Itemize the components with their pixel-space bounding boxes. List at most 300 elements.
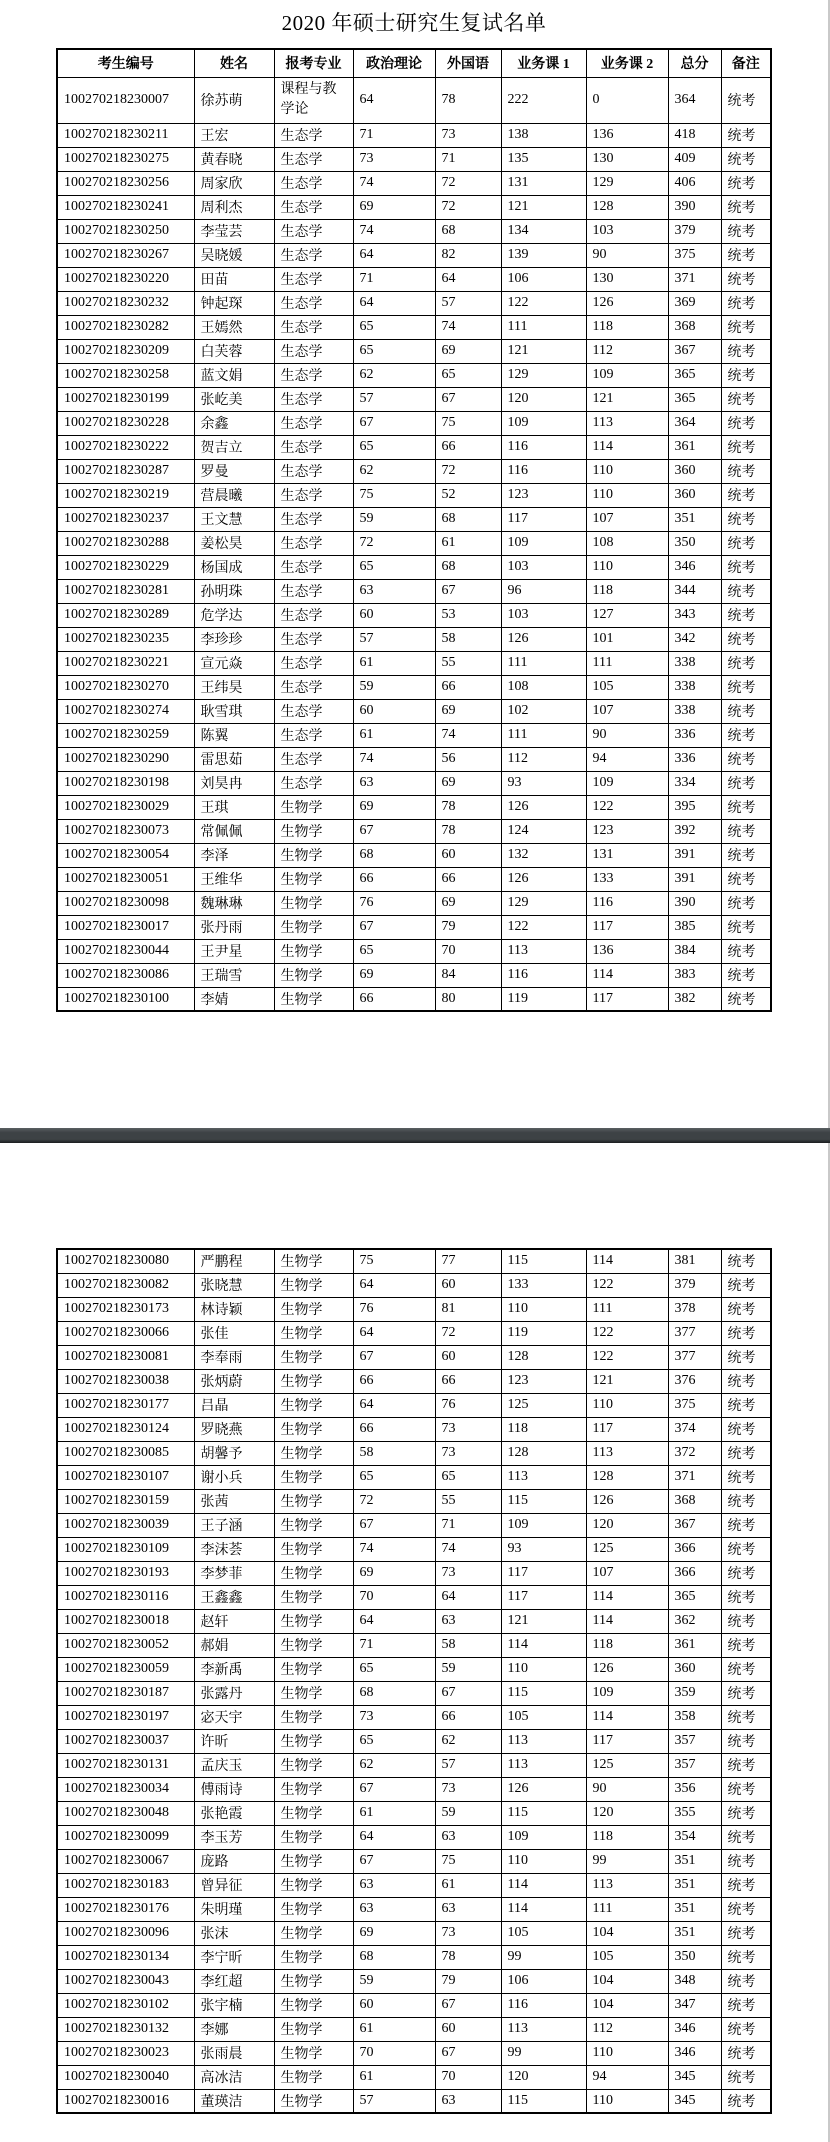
cell-candidate-id: 100270218230132	[57, 2017, 194, 2041]
cell-major: 生态学	[274, 171, 353, 195]
cell-major: 生物学	[274, 795, 353, 819]
cell-politics: 61	[353, 2065, 435, 2089]
cell-name: 王维华	[194, 867, 274, 891]
cell-course2: 105	[586, 675, 668, 699]
cell-course2: 110	[586, 555, 668, 579]
cell-total: 350	[668, 1945, 721, 1969]
cell-major: 生物学	[274, 2041, 353, 2065]
table-row	[57, 1321, 771, 1345]
cell-total: 371	[668, 267, 721, 291]
cell-total: 351	[668, 507, 721, 531]
cell-total: 361	[668, 435, 721, 459]
cell-major: 生物学	[274, 1273, 353, 1297]
cell-name: 许昕	[194, 1729, 274, 1753]
cell-course2: 126	[586, 1489, 668, 1513]
cell-foreign-language: 73	[435, 123, 501, 147]
cell-candidate-id: 100270218230187	[57, 1681, 194, 1705]
page-break-separator	[0, 1128, 830, 1143]
cell-name: 王子涵	[194, 1513, 274, 1537]
table-row	[57, 1705, 771, 1729]
cell-course2: 90	[586, 243, 668, 267]
cell-major: 生物学	[274, 1657, 353, 1681]
cell-course1: 126	[501, 627, 586, 651]
cell-total: 334	[668, 771, 721, 795]
cell-course2: 104	[586, 1993, 668, 2017]
cell-course2: 122	[586, 795, 668, 819]
cell-total: 365	[668, 387, 721, 411]
cell-major: 生态学	[274, 723, 353, 747]
cell-foreign-language: 75	[435, 411, 501, 435]
cell-foreign-language: 57	[435, 291, 501, 315]
table-row	[57, 579, 771, 603]
cell-course2: 114	[586, 435, 668, 459]
cell-remark: 统考	[721, 1609, 771, 1633]
cell-total: 351	[668, 1849, 721, 1873]
cell-foreign-language: 66	[435, 1705, 501, 1729]
cell-remark: 统考	[721, 267, 771, 291]
cell-total: 336	[668, 723, 721, 747]
cell-name: 王嫣然	[194, 315, 274, 339]
cell-course2: 104	[586, 1969, 668, 1993]
cell-foreign-language: 67	[435, 1993, 501, 2017]
cell-major: 生态学	[274, 699, 353, 723]
table-row	[57, 1777, 771, 1801]
cell-politics: 67	[353, 1849, 435, 1873]
cell-course2: 127	[586, 603, 668, 627]
cell-total: 375	[668, 1393, 721, 1417]
cell-total: 383	[668, 963, 721, 987]
cell-politics: 64	[353, 1609, 435, 1633]
header-name: 姓名	[194, 49, 274, 77]
cell-foreign-language: 66	[435, 675, 501, 699]
cell-remark: 统考	[721, 675, 771, 699]
cell-course2: 121	[586, 387, 668, 411]
cell-politics: 61	[353, 723, 435, 747]
cell-name: 雷思茹	[194, 747, 274, 771]
cell-name: 王鑫鑫	[194, 1585, 274, 1609]
cell-course1: 134	[501, 219, 586, 243]
cell-course2: 128	[586, 195, 668, 219]
cell-course2: 94	[586, 747, 668, 771]
cell-course2: 113	[586, 1873, 668, 1897]
cell-total: 368	[668, 1489, 721, 1513]
cell-total: 375	[668, 243, 721, 267]
cell-politics: 68	[353, 1681, 435, 1705]
cell-foreign-language: 66	[435, 867, 501, 891]
cell-politics: 63	[353, 1873, 435, 1897]
cell-candidate-id: 100270218230037	[57, 1729, 194, 1753]
table-row	[57, 267, 771, 291]
cell-course1: 126	[501, 795, 586, 819]
cell-total: 371	[668, 1465, 721, 1489]
cell-course1: 132	[501, 843, 586, 867]
cell-total: 338	[668, 651, 721, 675]
cell-candidate-id: 100270218230259	[57, 723, 194, 747]
cell-course1: 115	[501, 1681, 586, 1705]
table-row	[57, 2041, 771, 2065]
cell-politics: 73	[353, 1705, 435, 1729]
cell-politics: 66	[353, 1369, 435, 1393]
cell-major: 生物学	[274, 1441, 353, 1465]
cell-course1: 115	[501, 1249, 586, 1273]
table-row	[57, 195, 771, 219]
cell-candidate-id: 100270218230228	[57, 411, 194, 435]
cell-major: 生物学	[274, 963, 353, 987]
cell-candidate-id: 100270218230034	[57, 1777, 194, 1801]
cell-total: 355	[668, 1801, 721, 1825]
cell-course1: 126	[501, 1777, 586, 1801]
cell-course2: 130	[586, 267, 668, 291]
cell-remark: 统考	[721, 315, 771, 339]
cell-course1: 111	[501, 723, 586, 747]
cell-course1: 135	[501, 147, 586, 171]
header-major: 报考专业	[274, 49, 353, 77]
cell-remark: 统考	[721, 699, 771, 723]
cell-major: 生物学	[274, 1633, 353, 1657]
cell-politics: 58	[353, 1441, 435, 1465]
cell-candidate-id: 100270218230258	[57, 363, 194, 387]
cell-name: 李莹芸	[194, 219, 274, 243]
cell-name: 李奉雨	[194, 1345, 274, 1369]
table-row	[57, 555, 771, 579]
cell-candidate-id: 100270218230134	[57, 1945, 194, 1969]
cell-course2: 103	[586, 219, 668, 243]
cell-course1: 115	[501, 2089, 586, 2113]
cell-foreign-language: 58	[435, 627, 501, 651]
cell-politics: 64	[353, 1825, 435, 1849]
cell-name: 傅雨诗	[194, 1777, 274, 1801]
cell-candidate-id: 100270218230080	[57, 1249, 194, 1273]
cell-remark: 统考	[721, 1417, 771, 1441]
cell-major: 生物学	[274, 1585, 353, 1609]
header-course1: 业务课 1	[501, 49, 586, 77]
cell-politics: 59	[353, 675, 435, 699]
cell-course2: 110	[586, 2041, 668, 2065]
table-row	[57, 603, 771, 627]
cell-course1: 114	[501, 1633, 586, 1657]
cell-politics: 74	[353, 171, 435, 195]
cell-foreign-language: 73	[435, 1561, 501, 1585]
cell-candidate-id: 100270218230237	[57, 507, 194, 531]
cell-total: 361	[668, 1633, 721, 1657]
cell-politics: 65	[353, 555, 435, 579]
cell-major: 生物学	[274, 987, 353, 1011]
cell-total: 347	[668, 1993, 721, 2017]
cell-total: 365	[668, 363, 721, 387]
cell-foreign-language: 57	[435, 1753, 501, 1777]
cell-candidate-id: 100270218230059	[57, 1657, 194, 1681]
cell-remark: 统考	[721, 411, 771, 435]
cell-politics: 74	[353, 1537, 435, 1561]
table-row	[57, 699, 771, 723]
cell-course2: 110	[586, 459, 668, 483]
cell-course2: 118	[586, 1633, 668, 1657]
cell-total: 390	[668, 891, 721, 915]
cell-course2: 128	[586, 1465, 668, 1489]
cell-course2: 117	[586, 1417, 668, 1441]
cell-major: 生物学	[274, 1321, 353, 1345]
cell-remark: 统考	[721, 1681, 771, 1705]
cell-course1: 116	[501, 1993, 586, 2017]
table-row	[57, 675, 771, 699]
cell-politics: 74	[353, 747, 435, 771]
cell-total: 372	[668, 1441, 721, 1465]
table-row	[57, 1825, 771, 1849]
cell-total: 351	[668, 1873, 721, 1897]
cell-politics: 59	[353, 507, 435, 531]
cell-remark: 统考	[721, 1297, 771, 1321]
cell-politics: 72	[353, 531, 435, 555]
cell-major: 生物学	[274, 843, 353, 867]
table-row	[57, 915, 771, 939]
table-row	[57, 1633, 771, 1657]
cell-course1: 115	[501, 1801, 586, 1825]
cell-name: 赵轩	[194, 1609, 274, 1633]
cell-foreign-language: 76	[435, 1393, 501, 1417]
cell-candidate-id: 100270218230102	[57, 1993, 194, 2017]
cell-major: 生态学	[274, 315, 353, 339]
cell-candidate-id: 100270218230107	[57, 1465, 194, 1489]
cell-course2: 131	[586, 843, 668, 867]
cell-major: 生态学	[274, 219, 353, 243]
cell-course1: 119	[501, 987, 586, 1011]
cell-course1: 118	[501, 1417, 586, 1441]
cell-foreign-language: 52	[435, 483, 501, 507]
cell-candidate-id: 100270218230086	[57, 963, 194, 987]
cell-remark: 统考	[721, 1945, 771, 1969]
cell-name: 林诗颖	[194, 1297, 274, 1321]
cell-candidate-id: 100270218230096	[57, 1921, 194, 1945]
cell-foreign-language: 78	[435, 1945, 501, 1969]
cell-candidate-id: 100270218230099	[57, 1825, 194, 1849]
page-2	[0, 1248, 828, 2114]
cell-foreign-language: 70	[435, 939, 501, 963]
cell-major: 生物学	[274, 1345, 353, 1369]
cell-course1: 99	[501, 1945, 586, 1969]
cell-course2: 111	[586, 1297, 668, 1321]
cell-course2: 117	[586, 1729, 668, 1753]
cell-name: 王纬昊	[194, 675, 274, 699]
cell-remark: 统考	[721, 579, 771, 603]
cell-course1: 93	[501, 1537, 586, 1561]
table-row	[57, 411, 771, 435]
cell-candidate-id: 100270218230241	[57, 195, 194, 219]
cell-total: 354	[668, 1825, 721, 1849]
cell-name: 张露丹	[194, 1681, 274, 1705]
cell-course2: 114	[586, 1249, 668, 1273]
cell-major: 生态学	[274, 603, 353, 627]
cell-major: 生物学	[274, 1897, 353, 1921]
cell-name: 罗晓燕	[194, 1417, 274, 1441]
cell-candidate-id: 100270218230193	[57, 1561, 194, 1585]
cell-foreign-language: 55	[435, 1489, 501, 1513]
cell-course1: 128	[501, 1441, 586, 1465]
cell-foreign-language: 60	[435, 1273, 501, 1297]
cell-course1: 113	[501, 1465, 586, 1489]
cell-candidate-id: 100270218230270	[57, 675, 194, 699]
cell-candidate-id: 100270218230048	[57, 1801, 194, 1825]
cell-course1: 99	[501, 2041, 586, 2065]
cell-course1: 125	[501, 1393, 586, 1417]
cell-remark: 统考	[721, 1489, 771, 1513]
cell-remark: 统考	[721, 339, 771, 363]
cell-candidate-id: 100270218230282	[57, 315, 194, 339]
table-row	[57, 291, 771, 315]
cell-course1: 133	[501, 1273, 586, 1297]
cell-politics: 65	[353, 1465, 435, 1489]
cell-major: 生态学	[274, 411, 353, 435]
cell-remark: 统考	[721, 531, 771, 555]
table-row	[57, 1873, 771, 1897]
cell-name: 张沫	[194, 1921, 274, 1945]
cell-remark: 统考	[721, 77, 771, 123]
cell-name: 王琪	[194, 795, 274, 819]
cell-name: 高冰洁	[194, 2065, 274, 2089]
cell-candidate-id: 100270218230051	[57, 867, 194, 891]
cell-total: 357	[668, 1729, 721, 1753]
cell-candidate-id: 100270218230018	[57, 1609, 194, 1633]
cell-course1: 103	[501, 555, 586, 579]
table-row	[57, 1561, 771, 1585]
cell-candidate-id: 100270218230177	[57, 1393, 194, 1417]
cell-foreign-language: 68	[435, 555, 501, 579]
cell-course1: 110	[501, 1297, 586, 1321]
cell-total: 391	[668, 867, 721, 891]
cell-course1: 106	[501, 1969, 586, 1993]
table-row	[57, 531, 771, 555]
table-row	[57, 1681, 771, 1705]
cell-course2: 120	[586, 1513, 668, 1537]
cell-foreign-language: 74	[435, 315, 501, 339]
cell-total: 368	[668, 315, 721, 339]
cell-candidate-id: 100270218230232	[57, 291, 194, 315]
cell-candidate-id: 100270218230016	[57, 2089, 194, 2113]
cell-course1: 121	[501, 195, 586, 219]
cell-politics: 63	[353, 1897, 435, 1921]
cell-major: 生物学	[274, 1513, 353, 1537]
cell-remark: 统考	[721, 1897, 771, 1921]
cell-total: 406	[668, 171, 721, 195]
cell-politics: 65	[353, 315, 435, 339]
cell-course1: 108	[501, 675, 586, 699]
cell-candidate-id: 100270218230044	[57, 939, 194, 963]
cell-major: 生态学	[274, 291, 353, 315]
cell-foreign-language: 78	[435, 795, 501, 819]
cell-major: 生态学	[274, 651, 353, 675]
cell-name: 钟起琛	[194, 291, 274, 315]
cell-major: 生物学	[274, 891, 353, 915]
cell-remark: 统考	[721, 195, 771, 219]
cell-major: 生态学	[274, 555, 353, 579]
cell-foreign-language: 61	[435, 531, 501, 555]
cell-candidate-id: 100270218230235	[57, 627, 194, 651]
cell-major: 生态学	[274, 771, 353, 795]
cell-major: 课程与教学论	[274, 77, 353, 123]
cell-course1: 138	[501, 123, 586, 147]
cell-course2: 118	[586, 315, 668, 339]
cell-foreign-language: 81	[435, 1297, 501, 1321]
table-row	[57, 1921, 771, 1945]
table-body-page1	[57, 77, 771, 1011]
cell-course1: 93	[501, 771, 586, 795]
cell-remark: 统考	[721, 771, 771, 795]
cell-major: 生态学	[274, 459, 353, 483]
table-row	[57, 1897, 771, 1921]
cell-total: 384	[668, 939, 721, 963]
cell-foreign-language: 72	[435, 171, 501, 195]
cell-politics: 61	[353, 651, 435, 675]
cell-major: 生物学	[274, 1681, 353, 1705]
cell-foreign-language: 68	[435, 507, 501, 531]
cell-major: 生态学	[274, 747, 353, 771]
cell-candidate-id: 100270218230281	[57, 579, 194, 603]
cell-course2: 111	[586, 651, 668, 675]
table-row	[57, 1489, 771, 1513]
table-row	[57, 1585, 771, 1609]
cell-total: 364	[668, 77, 721, 123]
cell-course2: 136	[586, 939, 668, 963]
cell-course1: 121	[501, 339, 586, 363]
cell-course2: 116	[586, 891, 668, 915]
cell-course2: 107	[586, 699, 668, 723]
table-row	[57, 939, 771, 963]
cell-remark: 统考	[721, 1537, 771, 1561]
table-row	[57, 77, 771, 123]
cell-name: 营晨曦	[194, 483, 274, 507]
cell-politics: 68	[353, 843, 435, 867]
table-row	[57, 507, 771, 531]
cell-foreign-language: 65	[435, 1465, 501, 1489]
cell-total: 378	[668, 1297, 721, 1321]
cell-candidate-id: 100270218230229	[57, 555, 194, 579]
cell-name: 严鹏程	[194, 1249, 274, 1273]
cell-remark: 统考	[721, 603, 771, 627]
cell-total: 374	[668, 1417, 721, 1441]
cell-candidate-id: 100270218230082	[57, 1273, 194, 1297]
cell-candidate-id: 100270218230067	[57, 1849, 194, 1873]
cell-major: 生物学	[274, 1249, 353, 1273]
cell-course2: 90	[586, 723, 668, 747]
cell-course2: 123	[586, 819, 668, 843]
cell-total: 338	[668, 699, 721, 723]
table-row	[57, 1609, 771, 1633]
cell-course1: 120	[501, 387, 586, 411]
cell-remark: 统考	[721, 1633, 771, 1657]
cell-name: 徐苏萌	[194, 77, 274, 123]
cell-remark: 统考	[721, 1777, 771, 1801]
cell-major: 生物学	[274, 1561, 353, 1585]
cell-course2: 114	[586, 1609, 668, 1633]
cell-total: 377	[668, 1345, 721, 1369]
table-row	[57, 1537, 771, 1561]
header-politics: 政治理论	[353, 49, 435, 77]
cell-course2: 105	[586, 1945, 668, 1969]
cell-course1: 128	[501, 1345, 586, 1369]
cell-candidate-id: 100270218230211	[57, 123, 194, 147]
header-foreign-language: 外国语	[435, 49, 501, 77]
cell-candidate-id: 100270218230040	[57, 2065, 194, 2089]
table-row	[57, 1969, 771, 1993]
cell-major: 生物学	[274, 1417, 353, 1441]
cell-course2: 126	[586, 291, 668, 315]
cell-remark: 统考	[721, 627, 771, 651]
table-row	[57, 243, 771, 267]
cell-name: 王宏	[194, 123, 274, 147]
cell-politics: 67	[353, 915, 435, 939]
cell-course2: 107	[586, 507, 668, 531]
cell-candidate-id: 100270218230256	[57, 171, 194, 195]
table-row	[57, 483, 771, 507]
